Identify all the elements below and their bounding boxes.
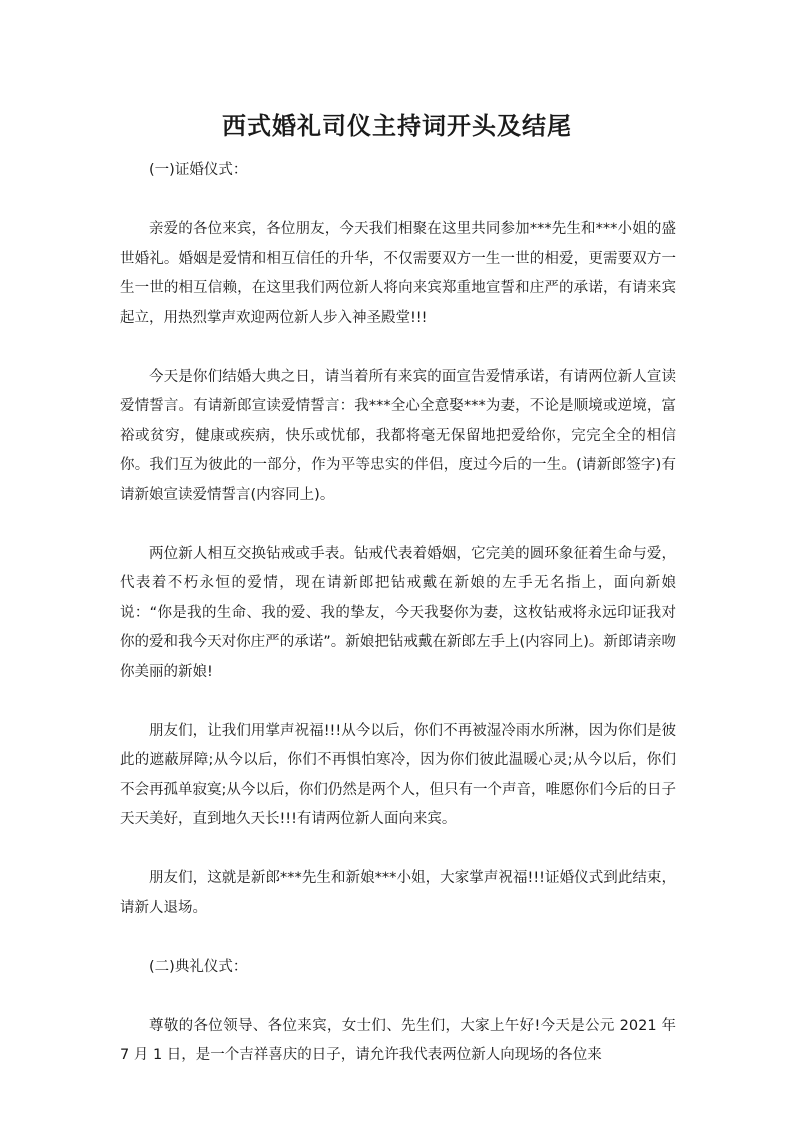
section-heading-celebration: (二)典礼仪式：: [149, 958, 248, 975]
paragraph-vows: 今天是你们结婚大典之日，请当着所有来宾的面宣告爱情承诺，有请两位新人宣读爱情誓言。有请新郎宣读爱情誓言：我***全心全意娶***为妻，不论是顺境或逆境，富裕或贫穷，健康或疾病，快乐或忧郁，我都将毫无保留地把爱给你，完完全全的相信你。我们互为彼此的一部分，作为平等忠实的伴侣，度过今后的一生。(请新郎签字)有请新娘宣读爱情誓言(内容同上)。: [120, 368, 676, 503]
paragraph-welcome: 亲爱的各位来宾，各位朋友，今天我们相聚在这里共同参加***先生和***小姐的盛世婚礼。婚姻是爱情和相互信任的升华，不仅需要双方一生一世的相爱，更需要双方一生一世的相互信赖，在这里我们两位新人将向来宾郑重地宣誓和庄严的承诺，有请来宾起立，用热烈掌声欢迎两位新人步入神圣殿堂!!!: [120, 221, 676, 326]
paragraph-spacer: [120, 835, 676, 865]
paragraph-blessing: 朋友们，让我们用掌声祝福!!!从今以后，你们不再被湿冷雨水所淋，因为你们是彼此的遮蔽屏障;从今以后，你们不再惧怕寒冷，因为你们彼此温暖心灵;从今以后，你们不会再孤单寂寞;从今以后，你们仍然是两个人，但只有一个声音，唯愿你们今后的日子天天美好，直到地久天长!!!有请两位新人面向来宾。: [120, 722, 676, 827]
paragraph-ceremony-end: 朋友们，这就是新郎***先生和新娘***小姐，大家掌声祝福!!!证婚仪式到此结束，请新人退场。: [120, 870, 676, 916]
paragraph-spacer: [120, 186, 676, 216]
paragraph-spacer: [120, 687, 676, 717]
document-body: [120, 156, 676, 1071]
paragraph-spacer: [120, 510, 676, 540]
section-heading-ceremony: (一)证婚仪式：: [149, 162, 248, 178]
paragraph-rings: 两位新人相互交换钻戒或手表。钻戒代表着婚姻，它完美的圆环象征着生命与爱，代表着不朽永恒的爱情，现在请新郎把钻戒戴在新娘的左手无名指上，面向新娘说：“你是我的生命、我的爱、我的挚友，今天我娶你为妻，这枚钻戒将永远印证我对你的爱和我今天对你庄严的承诺”。新娘把钻戒戴在新郎左手上(内容同上)。新郎请亲吻你美丽的新娘!: [120, 545, 676, 680]
paragraph-spacer: [120, 333, 676, 363]
paragraph-spacer: [120, 982, 676, 1012]
paragraph-spacer: [120, 923, 676, 953]
document-title: 西式婚礼司仪主持词开头及结尾: [222, 112, 572, 140]
paragraph-greeting: 尊敬的各位领导、各位来宾，女士们、先生们，大家上午好!今天是公元 2021 年 7 月 1 日，是一个吉祥喜庆的日子，请允许我代表两位新人向现场的各位来: [120, 1017, 676, 1063]
